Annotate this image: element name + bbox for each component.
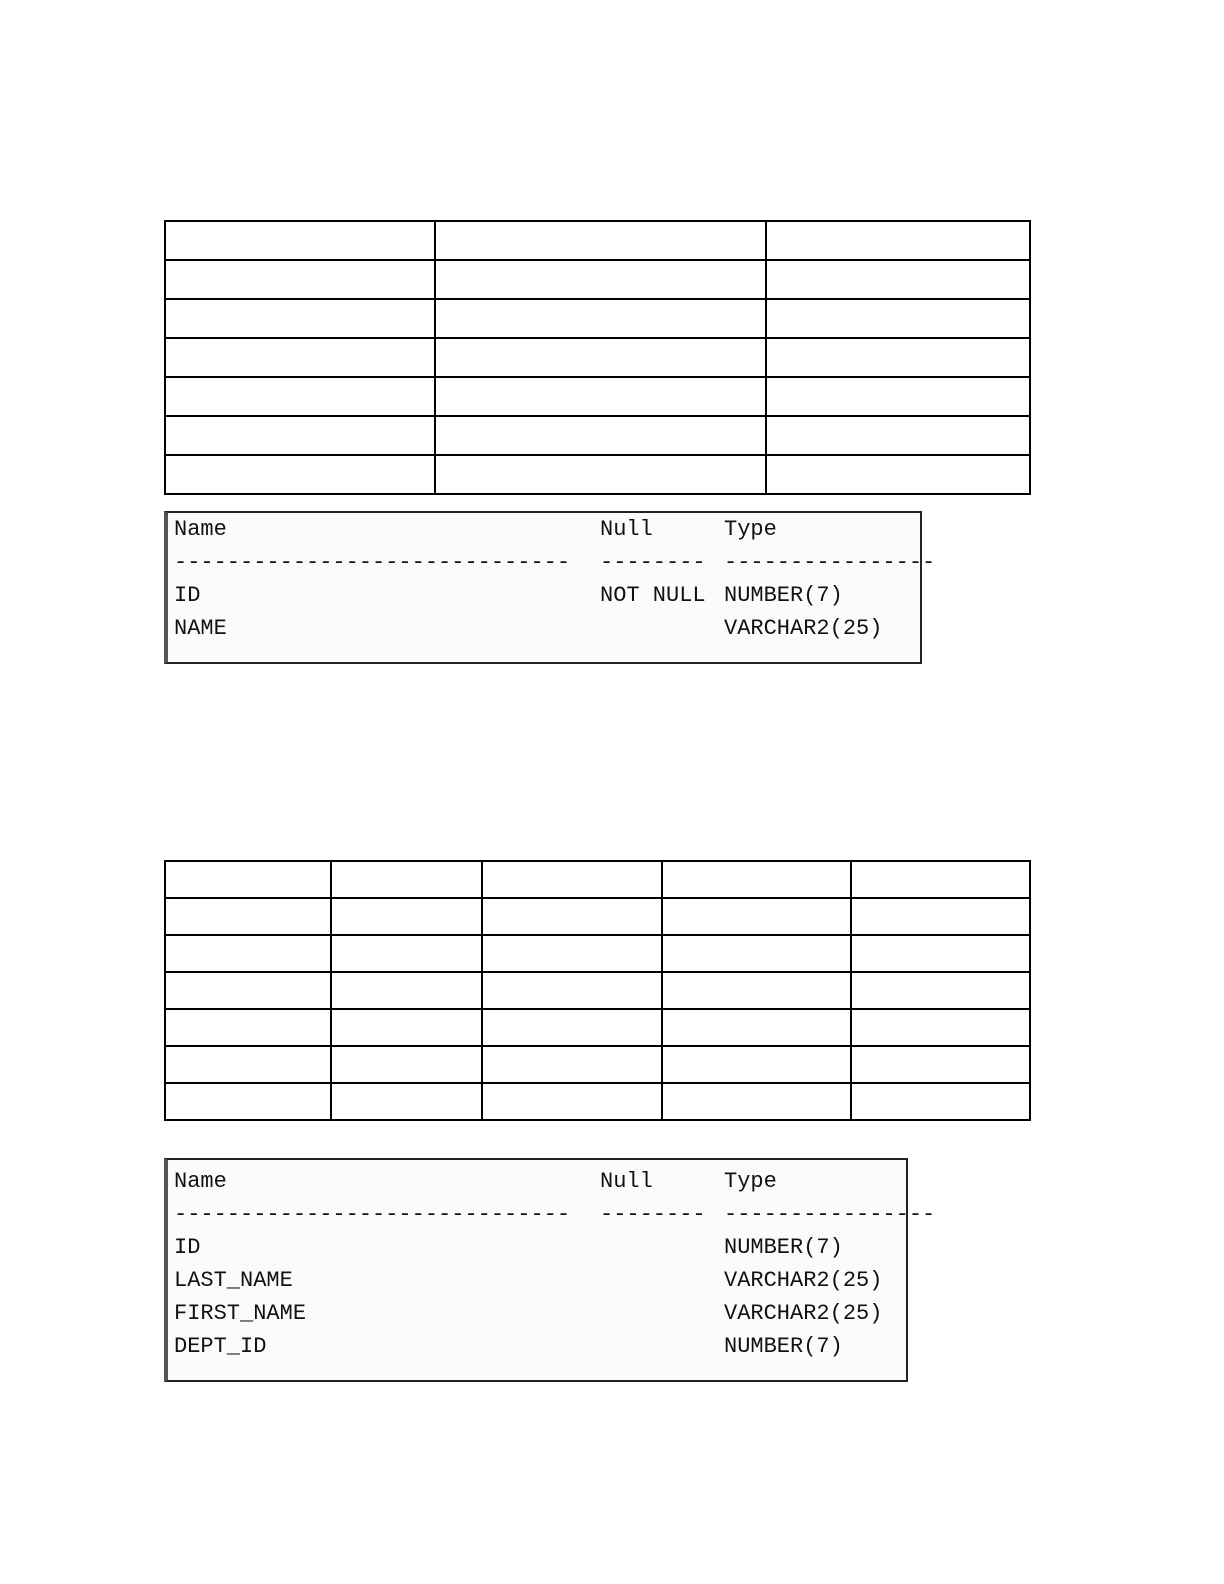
table-row [165,221,1030,260]
separator-null: -------- [600,1202,706,1227]
table-cell [165,972,331,1009]
table-cell [482,935,662,972]
table-row [165,861,1030,898]
empty-table-employees [164,860,1031,1121]
column-type: VARCHAR2(25) [724,1268,883,1293]
table-row [165,455,1030,494]
column-header-null: Null [600,517,653,542]
table-row [165,338,1030,377]
table-cell [435,377,766,416]
describe-row [174,1264,883,1297]
column-type: VARCHAR2(25) [724,1301,883,1326]
column-header-name: Name [174,1169,227,1194]
table-cell [435,260,766,299]
table-row [165,972,1030,1009]
table-cell [766,416,1030,455]
describe-header-row [174,1165,777,1198]
separator-name: ------------------------------ [174,550,571,575]
table-cell [165,377,435,416]
column-name: LAST_NAME [174,1268,293,1293]
describe-row [174,1297,883,1330]
table-cell [766,338,1030,377]
describe-output-panel [164,511,936,664]
table-cell [662,1083,851,1120]
table-row [165,1046,1030,1083]
table-row [165,898,1030,935]
table-cell [165,455,435,494]
table-cell [482,1046,662,1083]
describe-separator-row [174,1198,936,1231]
table-cell [766,377,1030,416]
column-header-type: Type [724,1169,777,1194]
table-cell [435,299,766,338]
column-name: ID [174,583,201,608]
column-type: NUMBER(7) [724,1334,843,1359]
table-cell [165,260,435,299]
table-cell [482,898,662,935]
column-name: NAME [174,616,227,641]
table-cell [435,221,766,260]
table-cell [662,898,851,935]
column-type: NUMBER(7) [724,583,843,608]
table-cell [331,972,482,1009]
table-cell [482,861,662,898]
describe-row [174,1330,843,1363]
table-cell [165,338,435,377]
table-cell [165,1009,331,1046]
table-cell [435,338,766,377]
table-row [165,1083,1030,1120]
table-cell [165,861,331,898]
describe-row [174,579,843,612]
describe-output-panel [164,1158,936,1382]
empty-table-departments [164,220,1031,495]
table-cell [165,299,435,338]
table-cell [165,935,331,972]
table-cell [766,260,1030,299]
table-cell [165,1083,331,1120]
table-row [165,260,1030,299]
table-cell [331,935,482,972]
table-cell [662,935,851,972]
table-cell [482,972,662,1009]
table-cell [662,972,851,1009]
table-cell [662,1046,851,1083]
table-row [165,935,1030,972]
table-cell [165,221,435,260]
table-cell [662,861,851,898]
separator-type: ---------------- [724,550,936,575]
separator-name: ------------------------------ [174,1202,571,1227]
table-cell [766,455,1030,494]
table-cell [331,898,482,935]
table-row [165,377,1030,416]
column-name: FIRST_NAME [174,1301,307,1326]
table-cell [851,861,1030,898]
table-cell [851,898,1030,935]
table-cell [165,898,331,935]
table-cell [331,1046,482,1083]
table-row [165,299,1030,338]
table-row [165,1009,1030,1046]
separator-type: ---------------- [724,1202,936,1227]
describe-row [174,1231,843,1264]
column-header-type: Type [724,517,777,542]
table-cell [331,1083,482,1120]
table-cell [165,416,435,455]
table-row [165,416,1030,455]
describe-header-row [174,513,777,546]
separator-null: -------- [600,550,706,575]
describe-separator-row [174,546,936,579]
table-cell [851,972,1030,1009]
table-cell [435,416,766,455]
table-cell [766,299,1030,338]
table-cell [482,1009,662,1046]
table-cell [851,1046,1030,1083]
column-type: NUMBER(7) [724,1235,843,1260]
table-cell [331,861,482,898]
table-cell [331,1009,482,1046]
describe-row [174,612,883,645]
table-cell [851,1009,1030,1046]
table-cell [766,221,1030,260]
table-cell [482,1083,662,1120]
column-name: ID [174,1235,201,1260]
table-cell [662,1009,851,1046]
table-cell [851,1083,1030,1120]
column-name: DEPT_ID [174,1334,267,1359]
table-cell [435,455,766,494]
column-header-name: Name [174,517,227,542]
column-null: NOT NULL [600,583,706,608]
table-cell [165,1046,331,1083]
column-header-null: Null [600,1169,653,1194]
table-cell [851,935,1030,972]
column-type: VARCHAR2(25) [724,616,883,641]
